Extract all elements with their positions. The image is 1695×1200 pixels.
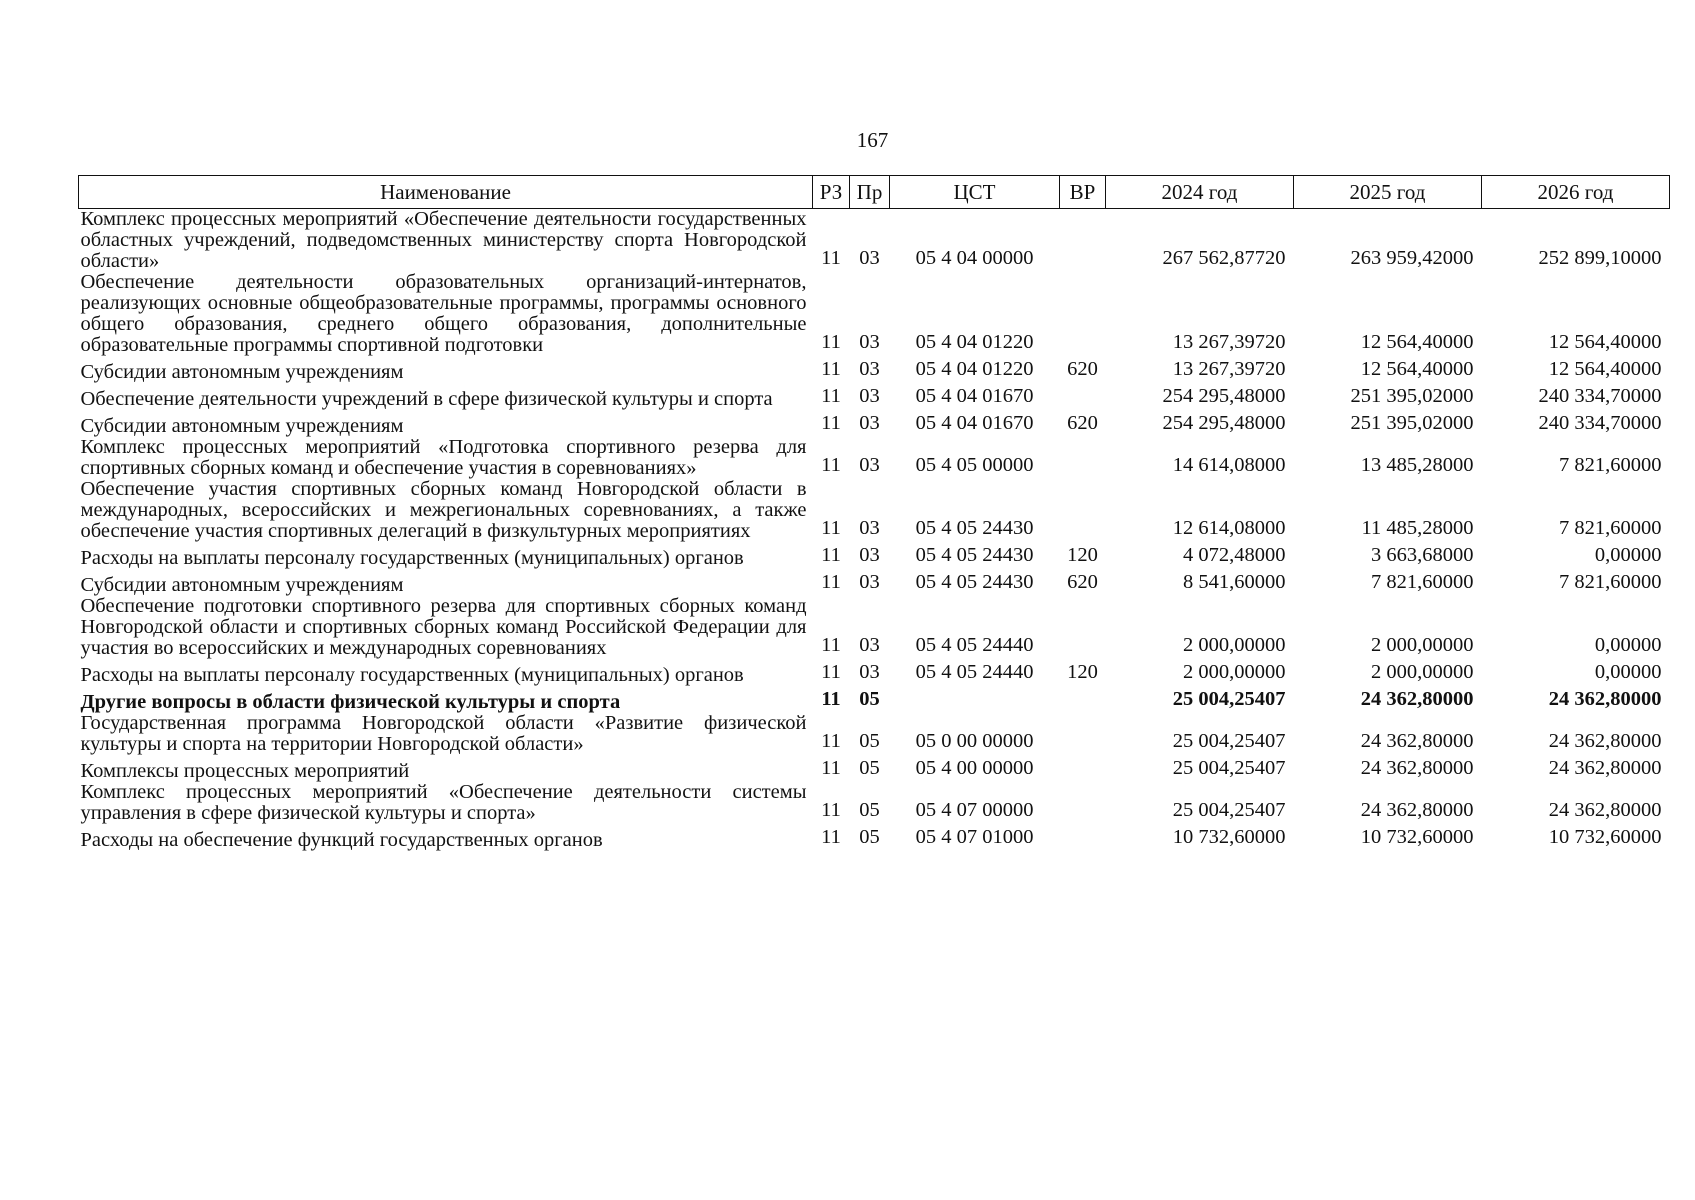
cell-2024: 25 004,25407: [1172, 757, 1286, 779]
cell-rz: 11: [821, 517, 841, 539]
cell-rz: 11: [821, 358, 841, 380]
cell-cst: 05 4 05 24430: [915, 544, 1034, 566]
cell-cst: 05 4 05 24440: [915, 661, 1034, 683]
cell-vr: [1060, 782, 1106, 824]
table-row: [79, 479, 1670, 542]
cell-rz: 11: [821, 634, 841, 656]
cell-cst: [890, 686, 1060, 713]
cell-vr: 120: [1067, 661, 1098, 683]
cell-2026: 0,00000: [1594, 661, 1662, 683]
cell-2026: 24 362,80000: [1548, 688, 1662, 710]
cell-2025: 12 564,40000: [1360, 358, 1474, 380]
cell-rz: 11: [821, 385, 841, 407]
header-pr: Пр: [850, 176, 890, 209]
cell-2026: 12 564,40000: [1548, 331, 1662, 353]
table-row: [79, 542, 1670, 569]
cell-cst: 05 0 00 00000: [915, 730, 1034, 752]
table-row: [79, 569, 1670, 596]
cell-vr: [1060, 272, 1106, 356]
cell-2026: 240 334,70000: [1538, 412, 1662, 434]
table-row: [79, 659, 1670, 686]
cell-cst: 05 4 00 00000: [915, 757, 1034, 779]
cell-name: Государственная программа Новгородской области «Развитие физической культуры и спорта на территории Новгородской области»: [80, 712, 807, 755]
cell-2025: 251 395,02000: [1350, 385, 1474, 407]
cell-vr: [1060, 596, 1106, 659]
cell-2026: 24 362,80000: [1548, 799, 1662, 821]
table-row: [79, 782, 1670, 824]
cell-2026: 7 821,60000: [1559, 571, 1662, 593]
cell-pr: 03: [859, 412, 880, 434]
table-row: [79, 356, 1670, 383]
cell-2024: 2 000,00000: [1183, 634, 1286, 656]
cell-2024: 25 004,25407: [1172, 688, 1286, 710]
cell-pr: 03: [859, 247, 880, 269]
cell-cst: 05 4 07 01000: [915, 826, 1034, 848]
cell-2025: 10 732,60000: [1360, 826, 1474, 848]
cell-2026: 10 732,60000: [1548, 826, 1662, 848]
cell-rz: 11: [821, 247, 841, 269]
cell-pr: 05: [859, 826, 880, 848]
header-2026: 2026 год: [1482, 176, 1670, 209]
cell-cst: 05 4 07 00000: [915, 799, 1034, 821]
header-2025: 2025 год: [1294, 176, 1482, 209]
cell-2025: 2 000,00000: [1371, 661, 1474, 683]
cell-2025: 24 362,80000: [1360, 799, 1474, 821]
cell-2025: 2 000,00000: [1371, 634, 1474, 656]
cell-cst: 05 4 04 01670: [915, 385, 1034, 407]
cell-2024: 267 562,87720: [1162, 247, 1286, 269]
table-row: [79, 209, 1670, 273]
cell-2026: 7 821,60000: [1559, 454, 1662, 476]
cell-2026: 24 362,80000: [1548, 757, 1662, 779]
cell-pr: 03: [859, 634, 880, 656]
budget-table: [78, 175, 1670, 851]
cell-2025: 24 362,80000: [1360, 757, 1474, 779]
cell-2024: 4 072,48000: [1183, 544, 1286, 566]
cell-2026: 24 362,80000: [1548, 730, 1662, 752]
cell-vr: 620: [1067, 358, 1098, 380]
cell-vr: 620: [1067, 571, 1098, 593]
cell-cst: 05 4 05 24440: [915, 634, 1034, 656]
header-name: Наименование: [79, 176, 813, 209]
cell-vr: [1060, 209, 1106, 273]
cell-2025: 263 959,42000: [1350, 247, 1474, 269]
cell-name: Обеспечение деятельности образовательных организаций-интернатов, реализующих основные общеобразовательные программы, программы основного общего образования, среднего общего образования, дополнительные образовательные программы спортивной подготовки: [80, 271, 807, 356]
table-body: [79, 209, 1670, 852]
cell-pr: 03: [859, 661, 880, 683]
cell-2025: 7 821,60000: [1371, 571, 1474, 593]
cell-2024: 13 267,39720: [1172, 331, 1286, 353]
cell-cst: 05 4 05 24430: [915, 517, 1034, 539]
cell-vr: [1060, 824, 1106, 851]
cell-name: Комплекс процессных мероприятий «Обеспечение деятельности государственных областных учреждений, подведомственных министерству спорта Новгородской области»: [80, 208, 807, 272]
cell-vr: [1060, 713, 1106, 755]
cell-name: Комплекс процессных мероприятий «Подготовка спортивного резерва для спортивных сборных команд и обеспечение участия в соревнованиях»: [80, 436, 807, 479]
cell-cst: 05 4 04 01220: [915, 331, 1034, 353]
cell-rz: 11: [821, 757, 841, 779]
cell-rz: 11: [821, 799, 841, 821]
cell-2024: 8 541,60000: [1183, 571, 1286, 593]
table-row: [79, 596, 1670, 659]
cell-pr: 05: [859, 730, 880, 752]
cell-vr: [1060, 755, 1106, 782]
cell-pr: 03: [859, 358, 880, 380]
cell-2026: 0,00000: [1594, 544, 1662, 566]
cell-2026: 252 899,10000: [1538, 247, 1662, 269]
cell-name: Обеспечение участия спортивных сборных команд Новгородской области в международных, всероссийских и межрегиональных соревнованиях, а также обеспечение участия спортивных делегаций в физкультурных мероприятиях: [80, 478, 807, 542]
cell-name: Комплексы процессных мероприятий: [80, 760, 410, 782]
cell-2024: 2 000,00000: [1183, 661, 1286, 683]
cell-cst: 05 4 05 24430: [915, 571, 1034, 593]
cell-pr: 03: [859, 571, 880, 593]
cell-2026: 0,00000: [1594, 634, 1662, 656]
table-row: [79, 383, 1670, 410]
cell-pr: 05: [859, 799, 880, 821]
cell-name: Комплекс процессных мероприятий «Обеспечение деятельности системы управления в сфере физической культуры и спорта»: [80, 781, 807, 824]
cell-2026: 12 564,40000: [1548, 358, 1662, 380]
cell-rz: 11: [821, 571, 841, 593]
cell-2024: 25 004,25407: [1172, 730, 1286, 752]
cell-rz: 11: [821, 412, 841, 434]
header-2024: 2024 год: [1106, 176, 1294, 209]
cell-2025: 251 395,02000: [1350, 412, 1474, 434]
cell-2024: 25 004,25407: [1172, 799, 1286, 821]
cell-pr: 03: [859, 517, 880, 539]
table-row: [79, 824, 1670, 851]
cell-pr: 03: [859, 454, 880, 476]
cell-cst: 05 4 05 00000: [915, 454, 1034, 476]
cell-name: Обеспечение деятельности учреждений в сфере физической культуры и спорта: [80, 388, 773, 410]
cell-name: Другие вопросы в области физической культуры и спорта: [80, 691, 621, 713]
cell-pr: 05: [859, 757, 880, 779]
cell-2024: 254 295,48000: [1162, 385, 1286, 407]
cell-cst: 05 4 04 01670: [915, 412, 1034, 434]
cell-rz: 11: [821, 544, 841, 566]
cell-2025: 13 485,28000: [1360, 454, 1474, 476]
header-vr: ВР: [1060, 176, 1106, 209]
cell-2024: 14 614,08000: [1172, 454, 1286, 476]
cell-2024: 12 614,08000: [1172, 517, 1286, 539]
header-cst: ЦСТ: [890, 176, 1060, 209]
cell-name: Расходы на обеспечение функций государственных органов: [80, 829, 603, 851]
cell-name: Расходы на выплаты персоналу государственных (муниципальных) органов: [80, 547, 744, 569]
cell-rz: 11: [821, 730, 841, 752]
table-row: [79, 410, 1670, 437]
cell-vr: [1060, 686, 1106, 713]
cell-2025: 24 362,80000: [1360, 688, 1474, 710]
cell-2024: 13 267,39720: [1172, 358, 1286, 380]
cell-rz: 11: [821, 826, 841, 848]
cell-2026: 7 821,60000: [1559, 517, 1662, 539]
cell-cst: 05 4 04 00000: [915, 247, 1034, 269]
table-row: [79, 713, 1670, 755]
table-row: [79, 437, 1670, 479]
cell-rz: 11: [821, 661, 841, 683]
cell-pr: 03: [859, 385, 880, 407]
cell-name: Субсидии автономным учреждениям: [80, 574, 404, 596]
cell-2025: 11 485,28000: [1361, 517, 1474, 539]
header-rz: РЗ: [813, 176, 850, 209]
cell-vr: [1060, 479, 1106, 542]
cell-name: Обеспечение подготовки спортивного резерва для спортивных сборных команд Новгородской области и спортивных сборных команд Российской Федерации для участия во всероссийских и международных соревнованиях: [80, 595, 807, 659]
cell-rz: 11: [821, 454, 841, 476]
cell-2025: 3 663,68000: [1371, 544, 1474, 566]
cell-cst: 05 4 04 01220: [915, 358, 1034, 380]
cell-name: Субсидии автономным учреждениям: [80, 415, 404, 437]
cell-vr: [1060, 437, 1106, 479]
cell-pr: 05: [859, 688, 880, 710]
cell-vr: 620: [1067, 412, 1098, 434]
cell-pr: 03: [859, 331, 880, 353]
cell-2026: 240 334,70000: [1538, 385, 1662, 407]
cell-rz: 11: [821, 331, 841, 353]
cell-2024: 10 732,60000: [1172, 826, 1286, 848]
cell-vr: 120: [1067, 544, 1098, 566]
cell-2025: 24 362,80000: [1360, 730, 1474, 752]
table-row: [79, 272, 1670, 356]
cell-name: Расходы на выплаты персоналу государственных (муниципальных) органов: [80, 664, 744, 686]
page-number: 167: [856, 128, 889, 152]
cell-2024: 254 295,48000: [1162, 412, 1286, 434]
cell-pr: 03: [859, 544, 880, 566]
cell-vr: [1060, 383, 1106, 410]
cell-name: Субсидии автономным учреждениям: [80, 361, 404, 383]
cell-2025: 12 564,40000: [1360, 331, 1474, 353]
table-row: [79, 686, 1670, 713]
table-header-row: [79, 176, 1670, 209]
cell-rz: 11: [821, 688, 841, 710]
table-row: [79, 755, 1670, 782]
